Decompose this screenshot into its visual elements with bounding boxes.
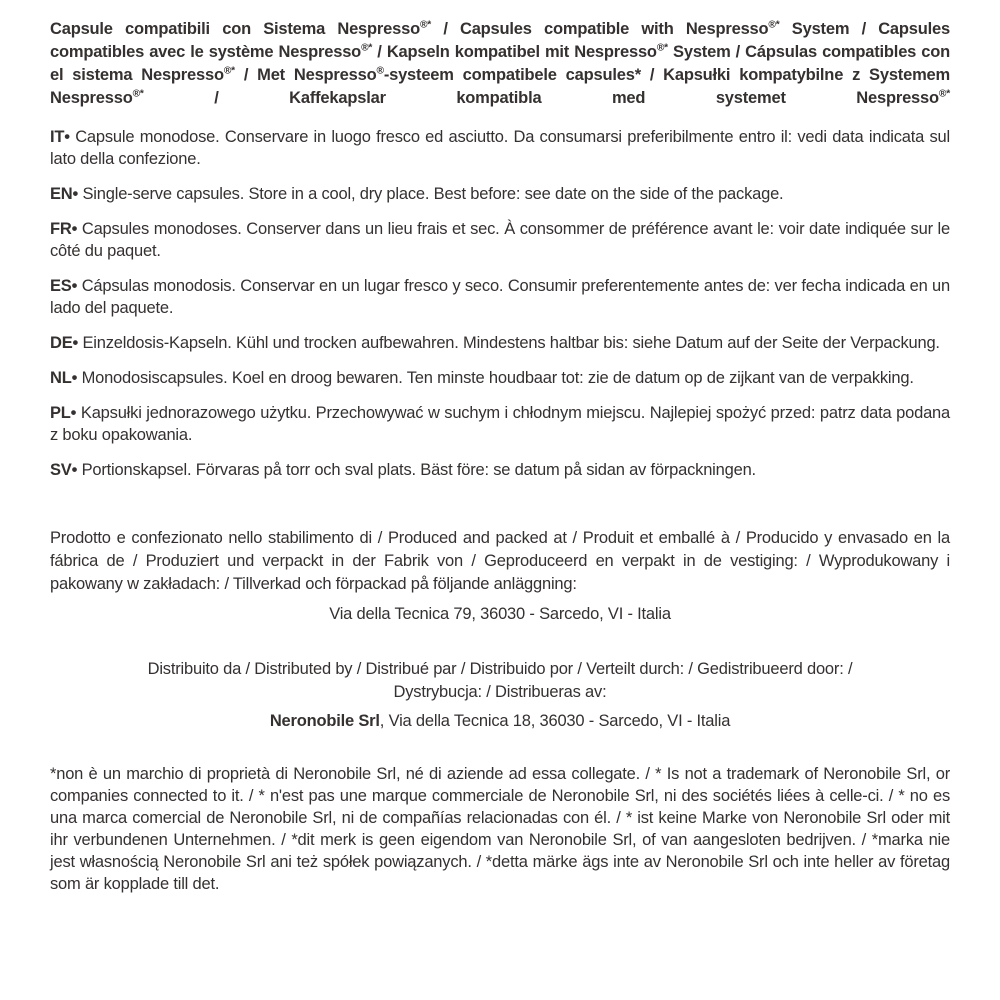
lang-text-en: Single-serve capsules. Store in a cool, dry place. Best before: see date on the side of the package. [82, 185, 784, 203]
lang-text-sv: Portionskapsel. Förvaras på torr och sval plats. Bäst före: se datum på sidan av förpackningen. [81, 461, 756, 479]
trademark-disclaimer: *non è un marchio di proprietà di Neronobile Srl, né di aziende ad essa collegate. / * Is not a trademark of Neronobile Srl, or companies connected to it. / * n'est pas une marque commerciale de Neronobile Srl, ni des sociétés liées à celle-ci. / * no es una marca comercial de Neronobile Srl, ni de compañías relacionadas con él. / * ist keine Marke von Neronobile Srl oder mit ihr verbundenen Unternehmen. / *dit merk is geen eigendom van Neronobile Srl, of van aangesloten bedrijven. / *marka nie jest własnością Neronobile Srl ani też spółek powiązanych. / *detta märke ägs inte av Neronobile Srl och inte heller av företag som är kopplade till det. [50, 765, 950, 893]
lang-code-pl: PL• [50, 404, 77, 422]
storage-instruction-en [50, 183, 950, 205]
lang-text-nl: Monodosiscapsules. Koel en droog bewaren. Ten minste houdbaar tot: zie de datum op de zijkant van de verpakking. [81, 369, 914, 387]
lang-code-it: IT• [50, 128, 70, 146]
distributor-company-name: Neronobile Srl [269, 712, 380, 730]
storage-instruction-es [50, 275, 950, 319]
distributor-intro: Distribuito da / Distributed by / Distribué par / Distribuido por / Verteilt durch: / Gedistribueerd door: / Dystrybucja: / Distribueras av: [147, 660, 853, 701]
lang-code-es: ES• [50, 277, 78, 295]
lang-text-fr: Capsules monodoses. Conserver dans un lieu frais et sec. À consommer de préférence avant le: voir date indiquée sur le côté du paquet. [50, 220, 950, 260]
lang-text-pl: Kapsułki jednorazowego użytku. Przechowywać w suchym i chłodnym miejscu. Najlepiej spożyć przed: patrz data podana z boku opakowania. [50, 404, 950, 444]
producer-address: Via della Tecnica 79, 36030 - Sarcedo, VI - Italia [329, 605, 671, 623]
storage-instruction-fr [50, 218, 950, 262]
producer-intro: Prodotto e confezionato nello stabilimento di / Produced and packed at / Produit et emballé à / Producido y envasado en la fábrica de / Produziert und verpackt in der Fabrik von / Geproduceerd en verpakt in de vestiging: / Wyprodukowany i pakowany w zakładach: / Tillverkad och förpackad på följande anläggning: [50, 529, 950, 593]
lang-code-sv: SV• [50, 461, 78, 479]
storage-instruction-sv [50, 459, 950, 481]
producer-block [50, 527, 950, 624]
storage-instruction-nl [50, 367, 950, 389]
lang-text-es: Cápsulas monodosis. Conservar en un lugar fresco y seco. Consumir preferentemente antes de: ver fecha indicada en un lado del paquete. [50, 277, 950, 317]
distributor-company-line [50, 712, 950, 731]
lang-code-en: EN• [50, 185, 79, 203]
lang-text-de: Einzeldosis-Kapseln. Kühl und trocken aufbewahren. Mindestens haltbar bis: siehe Datum auf der Seite der Verpackung. [82, 334, 940, 352]
lang-code-fr: FR• [50, 220, 78, 238]
compatibility-header: Capsule compatibili con Sistema Nespresso®* / Capsules compatible with Nespresso®* System / Capsules compatibles avec le système Nespresso®* / Kapseln kompatibel mit Nespresso®* System / Cápsulas compatibles con el sistema Nespresso®* / Met Nespresso®-systeem compatibele capsules* / Kapsułki kompatybilne z Systemem Nespresso®* / Kaffekapslar kompatibla med systemet Nespresso®* [50, 19, 951, 107]
lang-text-it: Capsule monodose. Conservare in luogo fresco ed asciutto. Da consumarsi preferibilmente entro il: vedi data indicata sul lato della confezione. [50, 128, 950, 168]
distributor-block [50, 658, 950, 731]
storage-instruction-de [50, 332, 950, 354]
storage-instruction-it [50, 126, 950, 170]
lang-code-de: DE• [50, 334, 79, 352]
lang-code-nl: NL• [50, 369, 78, 387]
storage-instructions-list [50, 126, 950, 481]
distributor-address: , Via della Tecnica 18, 36030 - Sarcedo, VI - Italia [379, 712, 731, 730]
storage-instruction-pl [50, 402, 950, 446]
